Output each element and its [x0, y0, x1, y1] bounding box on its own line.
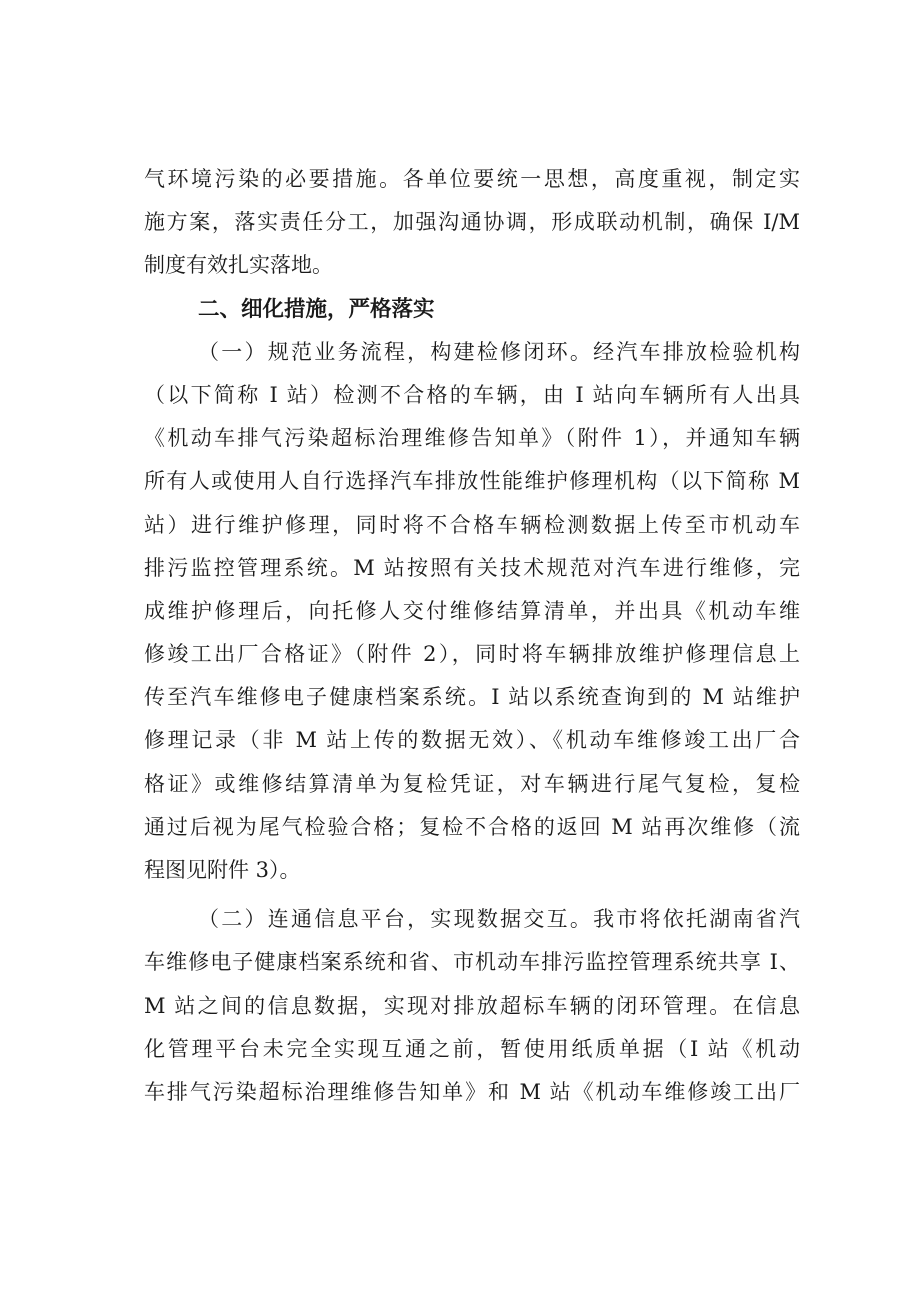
p1-line-13: 程图见附件 3）。: [144, 858, 301, 882]
p2-line-5: 车排气污染超标治理维修告知单》和 M 站《机动车维修竣工出厂: [144, 1079, 800, 1104]
p1-line-5: 站）进行维护修理，同时将不合格车辆检测数据上传至市机动车: [144, 512, 800, 537]
p1-line-11: 格证》或维修结算清单为复检凭证，对车辆进行尾气复检，复检: [144, 771, 800, 796]
p1-line-9: 传至汽车维修电子健康档案系统。I 站以系统查询到的 M 站维护: [144, 685, 800, 710]
p1-line-6: 排污监控管理系统。M 站按照有关技术规范对汽车进行维修，完: [144, 555, 800, 580]
p2-line-4: 化管理平台未完全实现互通之前，暂使用纸质单据（I 站《机动: [144, 1036, 800, 1061]
p1-line-4: 所有人或使用人自行选择汽车排放性能维护修理机构（以下简称 M: [144, 469, 800, 494]
intro-line-1: 气环境污染的必要措施。各单位要统一思想，高度重视，制定实: [144, 167, 800, 191]
document-page: [144, 158, 800, 1114]
intro-paragraph: [144, 158, 800, 288]
paragraph-two: [144, 898, 800, 1114]
p2-line-2: 车维修电子健康档案系统和省、市机动车排污监控管理系统共享 I、: [144, 950, 800, 975]
p1-line-3: 《机动车排气污染超标治理维修告知单》（附件 1），并通知车辆: [144, 426, 800, 451]
paragraph-one: [144, 331, 800, 892]
p1-line-12: 通过后视为尾气检验合格；复检不合格的返回 M 站再次维修（流: [144, 814, 800, 839]
p1-line-2: （以下简称 I 站）检测不合格的车辆，由 I 站向车辆所有人出具: [144, 382, 800, 407]
p1-line-1: （一）规范业务流程，构建检修闭环。经汽车排放检验机构: [198, 339, 800, 364]
p1-line-10: 修理记录（非 M 站上传的数据无效）、《机动车维修竣工出厂合: [144, 728, 800, 753]
section-heading: 二、细化措施，严格落实: [198, 296, 435, 322]
p2-line-1: （二）连通信息平台，实现数据交互。我市将依托湖南省汽: [198, 907, 800, 932]
p1-line-7: 成维护修理后，向托修人交付维修结算清单，并出具《机动车维: [144, 598, 800, 623]
intro-line-3: 制度有效扎实落地。: [144, 253, 333, 278]
p2-line-3: M 站之间的信息数据，实现对排放超标车辆的闭环管理。在信息: [144, 993, 800, 1018]
intro-line-2: 施方案，落实责任分工，加强沟通协调，形成联动机制，确保 I/M: [144, 210, 800, 235]
p1-line-8: 修竣工出厂合格证》（附件 2），同时将车辆排放维护修理信息上: [144, 642, 800, 667]
